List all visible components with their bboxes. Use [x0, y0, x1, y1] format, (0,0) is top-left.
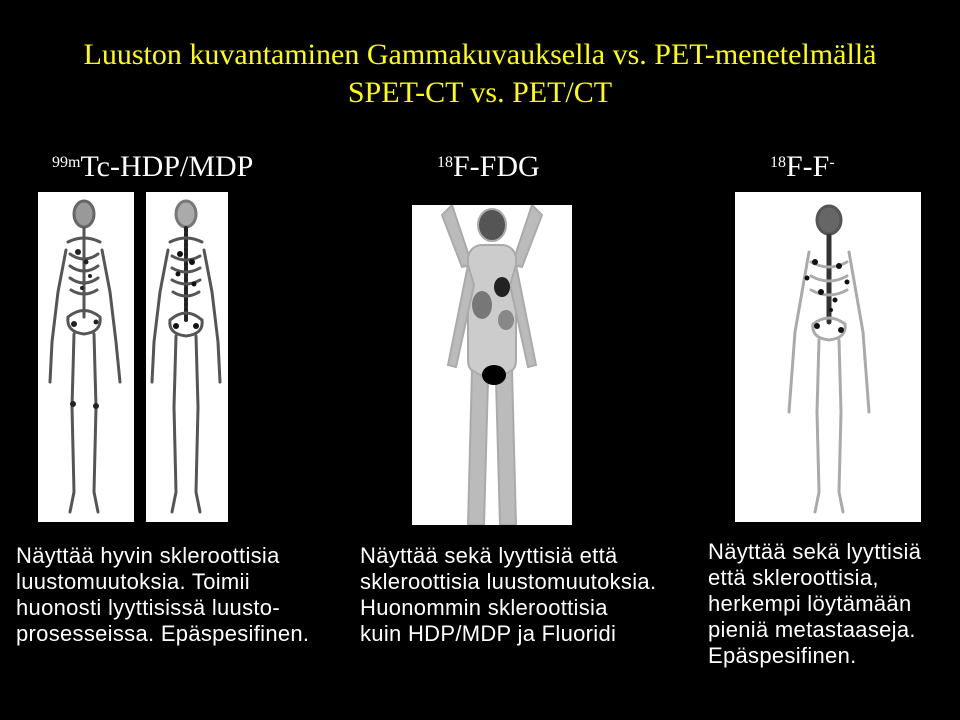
- naf-pet-image: [735, 192, 921, 522]
- bone-scan-posterior-image: [146, 192, 228, 522]
- f-fluoride-label: $^{18}$F-F-: [770, 150, 835, 183]
- tc-hdp-mdp-label: $^{99m}$Tc-HDP/MDP: [52, 150, 254, 183]
- title-line-1: Luuston kuvantaminen Gammakuvauksella vs. PET-menetelmällä: [83, 38, 877, 71]
- fdg-pet-image: [412, 205, 572, 525]
- title-line-2: SPET-CT vs. PET/CT: [347, 76, 613, 109]
- f-fdg-label: $^{18}$F-FDG: [437, 150, 540, 183]
- f-fluoride-caption: Näyttää sekä lyyttisiä että skleroottisia, herkempi löytämään pieniä metastaaseja. Epäspesifinen.: [708, 539, 922, 668]
- bone-scan-anterior-image: [38, 192, 134, 522]
- tc-hdp-mdp-caption: Näyttää hyvin skleroottisia luustomuutoksia. Toimii huonosti lyyttisissä luusto- prosesseissa. Epäspesifinen.: [16, 543, 310, 646]
- f-fdg-caption: Näyttää sekä lyyttisiä että skleroottisia luustomuutoksia. Huonommin skleroottisia kuin HDP/MDP ja Fluoridi: [360, 543, 657, 646]
- slide-title: [0, 36, 960, 112]
